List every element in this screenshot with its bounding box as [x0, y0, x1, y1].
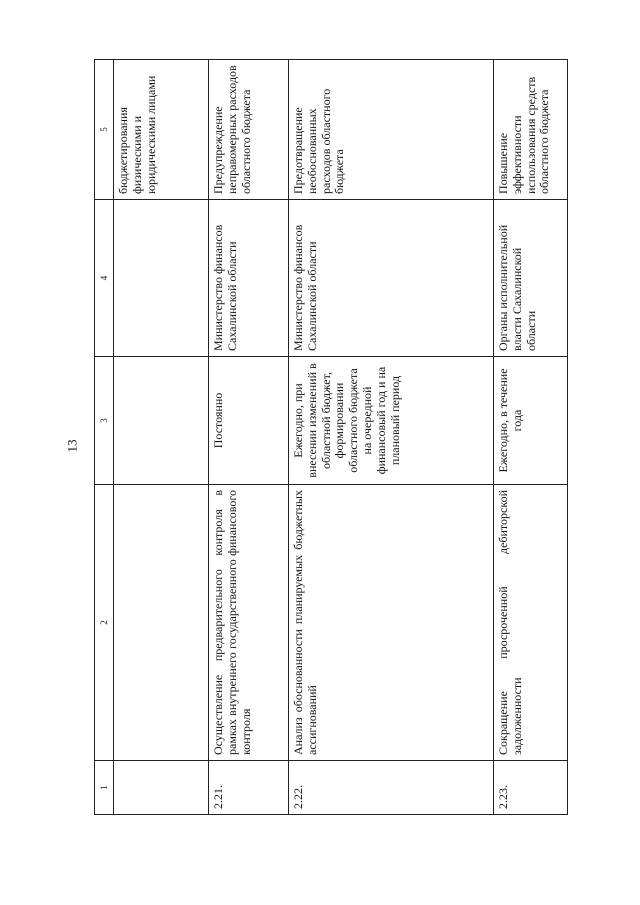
row-responsible: Министерство финансов Сахалинской области: [289, 200, 494, 357]
row-measure: Сокращение просроченной дебиторской задолженности: [494, 485, 568, 761]
row-number: [114, 761, 209, 815]
table-row: [209, 60, 289, 815]
row-measure: Осуществление предварительного контроля в рамках внутреннего государственного финансового контроля: [209, 485, 289, 761]
table-header-row: [95, 60, 114, 815]
row-result: бюджетирования физическими и юридическими лицами: [114, 60, 209, 200]
row-responsible: [114, 200, 209, 357]
header-col-5: 5: [95, 60, 114, 200]
row-measure: Анализ обоснованности планируемых бюджетных ассигнований: [289, 485, 494, 761]
row-result: Предотвращение необоснованных расходов областного бюджета: [289, 60, 494, 200]
rotated-table-container: [94, 60, 564, 815]
table-row: [494, 60, 568, 815]
row-number: 2.21.: [209, 761, 289, 815]
row-term: Ежегодно, в течение года: [494, 357, 568, 485]
row-result: Повышение эффективности использования средств областного бюджета: [494, 60, 568, 200]
row-measure: [114, 485, 209, 761]
table-row: [289, 60, 494, 815]
table-row: [114, 60, 209, 815]
row-responsible: Министерство финансов Сахалинской области: [209, 200, 289, 357]
header-col-1: 1: [95, 761, 114, 815]
row-result: Предупреждение неправомерных расходов областного бюджета: [209, 60, 289, 200]
header-col-4: 4: [95, 200, 114, 357]
row-term: Ежегодно, при внесении изменений в областной бюджет, формировании областного бюджета на очередной финансовый год и на плановый период: [289, 357, 494, 485]
row-term: [114, 357, 209, 485]
row-responsible: Органы исполнительной власти Сахалинской области: [494, 200, 568, 357]
page-number: 13: [64, 439, 80, 453]
row-number: 2.23.: [494, 761, 568, 815]
row-term: Постоянно: [209, 357, 289, 485]
row-number: 2.22.: [289, 761, 494, 815]
header-col-3: 3: [95, 357, 114, 485]
header-col-2: 2: [95, 485, 114, 761]
measures-table: [94, 59, 568, 815]
